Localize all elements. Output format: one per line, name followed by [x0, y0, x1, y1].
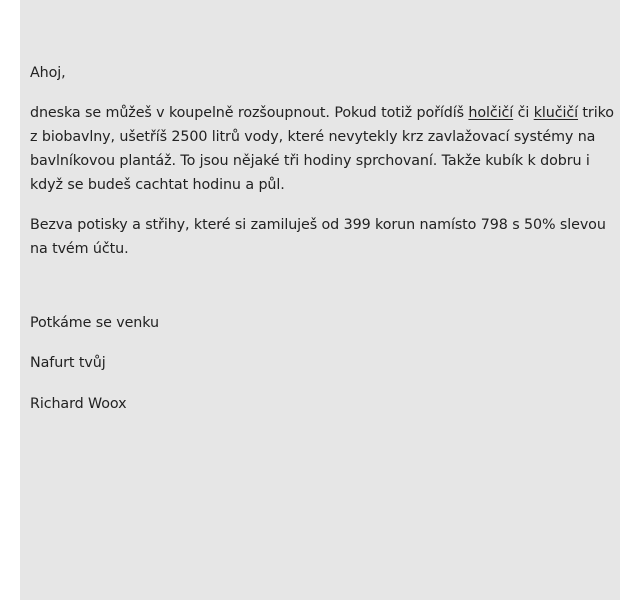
- paragraph-intro-text-before: dneska se můžeš v koupelně rozšoupnout. Pokud totiž pořídíš: [30, 105, 469, 121]
- signoff-line: Nafurt tvůj: [30, 355, 106, 371]
- link-boys-tshirt[interactable]: klučičí: [533, 105, 578, 121]
- sender-name: Richard Woox: [30, 396, 127, 412]
- closing-line: Potkáme se venku: [30, 315, 159, 331]
- greeting: Ahoj,: [30, 65, 66, 81]
- paragraph-intro-text-between: či: [513, 105, 534, 121]
- paragraph-intro-text-after: triko z biobavlny, ušetříš 2500 litrů vody, které nevytekly krz zavlažovací systémy na bavlníkovou plantáž. To jsou nějaké tři hodiny sprchovaní. Takže kubík k dobru i když se budeš cachtat hodinu a půl.: [30, 105, 614, 193]
- link-girls-tshirt[interactable]: holčičí: [468, 105, 514, 121]
- email-body-panel: [20, 0, 620, 600]
- paragraph-offer: Bezva potisky a střihy, které si zamiluješ od 399 korun namísto 798 s 50% slevou na tvém účtu.: [30, 217, 606, 257]
- paragraph-intro: [30, 101, 616, 197]
- email-content: [30, 61, 616, 416]
